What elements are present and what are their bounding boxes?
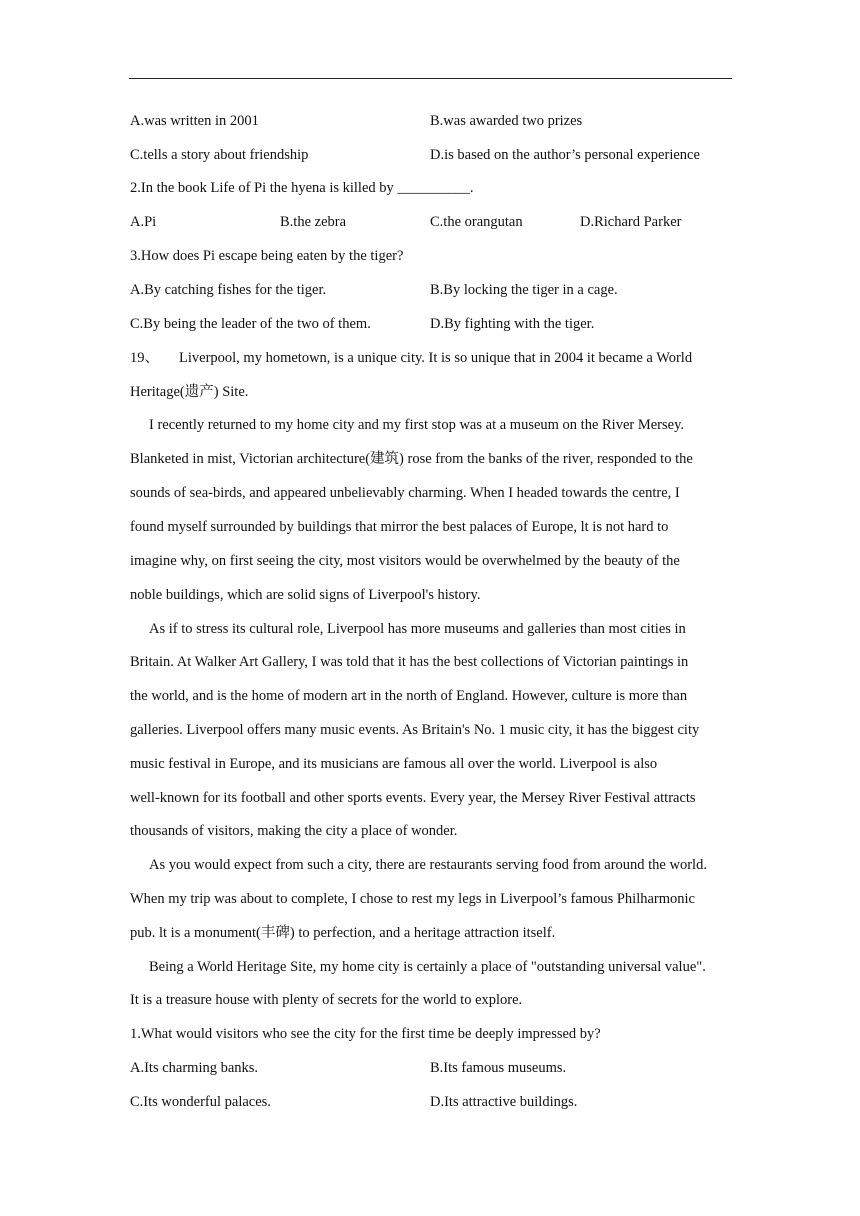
passage-line: well-known for its football and other sports events. Every year, the Mersey River Festival attracts — [130, 790, 696, 806]
q2-option-d[interactable]: D.Richard Parker — [580, 214, 682, 230]
q3-option-b[interactable]: B.By locking the tiger in a cage. — [430, 282, 618, 298]
passage-line: galleries. Liverpool offers many music events. As Britain's No. 1 music city, it has the biggest city — [130, 722, 700, 738]
q3-option-d[interactable]: D.By fighting with the tiger. — [430, 316, 595, 332]
passage-line: I recently returned to my home city and my first stop was at a museum on the River Mersey. — [149, 417, 685, 433]
passage-line: Britain. At Walker Art Gallery, I was told that it has the best collections of Victorian paintings in — [130, 654, 689, 670]
q1-option-d[interactable]: D.is based on the author’s personal experience — [430, 147, 700, 163]
passage-line: thousands of visitors, making the city a place of wonder. — [130, 823, 458, 839]
q2-option-c[interactable]: C.the orangutan — [430, 214, 523, 230]
passage-line: the world, and is the home of modern art in the north of England. However, culture is more than — [130, 688, 688, 704]
passage-line: Blanketed in mist, Victorian architecture(建筑) rose from the banks of the river, responded to the — [130, 451, 693, 467]
passage-line: When my trip was about to complete, I chose to rest my legs in Liverpool’s famous Philharmonic — [130, 891, 695, 907]
passage-line: It is a treasure house with plenty of secrets for the world to explore. — [130, 992, 523, 1008]
passage-line: Heritage(遗产) Site. — [130, 384, 249, 400]
passage-line: noble buildings, which are solid signs of Liverpool's history. — [130, 587, 481, 603]
p19-q1-option-d[interactable]: D.Its attractive buildings. — [430, 1094, 578, 1110]
q2-question: 2.In the book Life of Pi the hyena is killed by __________. — [130, 180, 474, 196]
p19-q1-option-b[interactable]: B.Its famous museums. — [430, 1060, 567, 1076]
header-rule — [129, 78, 732, 79]
passage-line: Being a World Heritage Site, my home city is certainly a place of "outstanding universal value". — [149, 959, 706, 975]
passage-line: As if to stress its cultural role, Liverpool has more museums and galleries than most cities in — [149, 621, 686, 637]
q3-option-c[interactable]: C.By being the leader of the two of them. — [130, 316, 371, 332]
passage-line: sounds of sea-birds, and appeared unbelievably charming. When I headed towards the centre, I — [130, 485, 680, 501]
p19-q1-option-c[interactable]: C.Its wonderful palaces. — [130, 1094, 271, 1110]
passage-number: 19、 — [130, 350, 159, 366]
passage-line: Liverpool, my hometown, is a unique city. It is so unique that in 2004 it became a World — [179, 350, 693, 366]
q3-question: 3.How does Pi escape being eaten by the tiger? — [130, 248, 404, 264]
q1-option-c[interactable]: C.tells a story about friendship — [130, 147, 309, 163]
p19-q1-option-a[interactable]: A.Its charming banks. — [130, 1060, 259, 1076]
q2-option-a[interactable]: A.Pi — [130, 214, 157, 230]
passage-line: As you would expect from such a city, there are restaurants serving food from around the world. — [149, 857, 707, 873]
p19-q1-question: 1.What would visitors who see the city for the first time be deeply impressed by? — [130, 1026, 601, 1042]
q1-option-a[interactable]: A.was written in 2001 — [130, 113, 259, 129]
q2-option-b[interactable]: B.the zebra — [280, 214, 347, 230]
passage-line: found myself surrounded by buildings that mirror the best palaces of Europe, lt is not hard to — [130, 519, 669, 535]
passage-line: imagine why, on first seeing the city, most visitors would be overwhelmed by the beauty of the — [130, 553, 680, 569]
q1-option-b[interactable]: B.was awarded two prizes — [430, 113, 583, 129]
passage-line: music festival in Europe, and its musicians are famous all over the world. Liverpool is also — [130, 756, 658, 772]
passage-line: pub. lt is a monument(丰碑) to perfection, and a heritage attraction itself. — [130, 925, 556, 941]
q3-option-a[interactable]: A.By catching fishes for the tiger. — [130, 282, 327, 298]
